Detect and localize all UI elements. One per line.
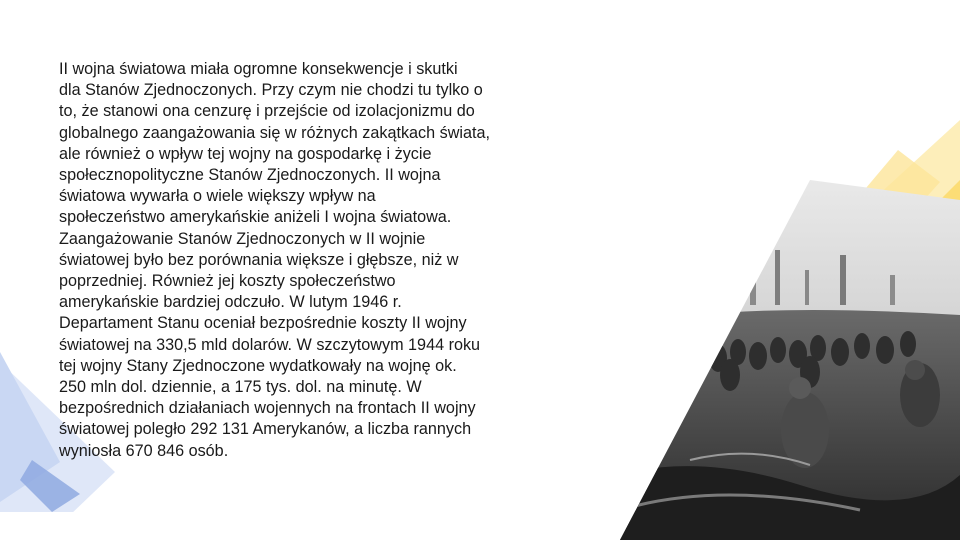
war-photograph [600,180,960,540]
body-paragraph: II wojna światowa miała ogromne konsekwencje i skutki dla Stanów Zjednoczonych. Przy czym nie chodzi tu tylko o to, że stanowi ona cenzurę i przejście od izolacjonizmu do globalnego zaangażowania się w różnych zakątkach świata, ale również o wpływ tej wojny na gospodarkę i życie społecznopolityczne Stanów Zjednoczonych. II wojna światowa wywarła o wiele większy wpływ na społeczeństwo amerykańskie aniżeli I wojna światowa. Zaangażowanie Stanów Zjednoczonych w II wojnie światowej było bez porównania większe i głębsze, niż w poprzedniej. Również jej koszty społeczeństwo amerykańskie bardziej odczuło. W lutym 1946 r. Departament Stanu oceniał bezpośrednie koszty II wojny światowej na 330,5 mld dolarów. W szczytowym 1944 roku tej wojny Stany Zjednoczone wydatkowały na wojnę ok. 250 mln dol. dziennie, a 175 tys. dol. na minutę. W bezpośrednich działaniach wojennych na frontach II wojny światowej poległo 292 131 Amerykanów, a liczba rannych wyniosła 670 846 osób. [59,60,491,460]
